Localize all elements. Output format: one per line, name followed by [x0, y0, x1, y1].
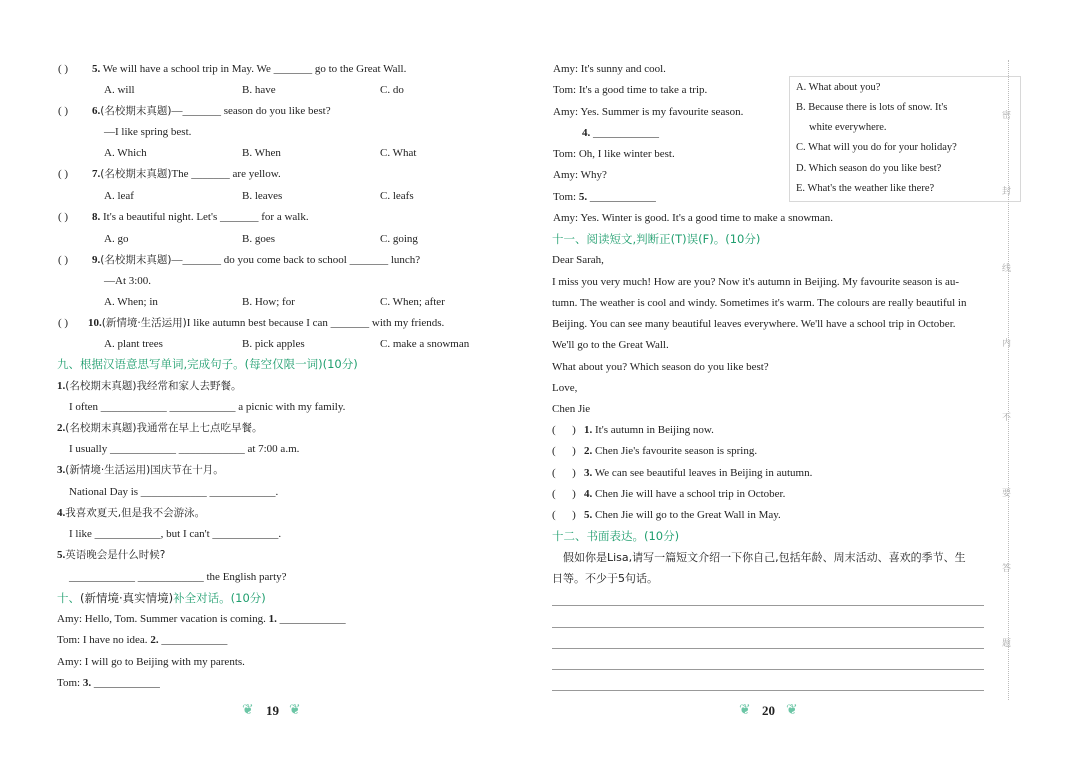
- letter-line: I miss you very much! How are you? Now it's autumn in Beijing. My favourite season is au-: [552, 276, 960, 288]
- letter-line: We'll go to the Great Wall.: [552, 339, 669, 351]
- option-b: B. pick apples: [242, 338, 305, 350]
- binding-char: 题: [1002, 639, 1012, 649]
- question-8: [92, 210, 309, 224]
- binding-char: 线: [1002, 264, 1012, 274]
- section-10-title: 十、(新情境·真实情境)补全对话。(10分): [57, 591, 266, 605]
- answer-bracket[interactable]: ( ): [58, 317, 69, 329]
- question-number: 9.: [92, 254, 101, 266]
- leaf-icon: ❦: [289, 703, 301, 718]
- leaf-icon: ❦: [739, 703, 751, 718]
- option-b: B. When: [242, 147, 281, 159]
- tf-item-1: 1. It's autumn in Beijing now.: [584, 424, 714, 436]
- sec9-item-2-answer[interactable]: I usually ____________ ____________ at 7:00 a.m.: [69, 443, 300, 455]
- letter-line: Beijing. You can see many beautiful leaves everywhere. We'll have a school trip in October.: [552, 318, 956, 330]
- leaf-icon: ❦: [242, 703, 254, 718]
- question-tag: (名校期末真题): [100, 105, 172, 117]
- question-number: 6.: [92, 105, 101, 117]
- binding-char: 答: [1002, 564, 1012, 574]
- question-10: [88, 316, 444, 330]
- option-c: C. When; after: [380, 296, 445, 308]
- dialog-line: Tom: It's a good time to take a trip.: [553, 84, 708, 96]
- question-5: [92, 62, 406, 76]
- question-number: 5.: [92, 63, 101, 75]
- dialog-line: Tom: Oh, I like winter best.: [553, 148, 675, 160]
- dialog-line: Amy: It's sunny and cool.: [553, 63, 666, 75]
- question-tag: (名校期末真题): [100, 168, 172, 180]
- question-6: [92, 104, 331, 118]
- question-number: 8.: [92, 211, 101, 223]
- answer-bracket[interactable]: ( ): [58, 63, 69, 75]
- writing-line[interactable]: [552, 605, 984, 606]
- question-9: [92, 253, 420, 267]
- question-text: I like autumn best because I can _______ with my friends.: [186, 317, 445, 329]
- question-text: The _______ are yellow.: [171, 168, 281, 180]
- question-text: —_______ season do you like best?: [171, 105, 331, 117]
- leaf-icon: ❦: [786, 703, 798, 718]
- section-9-title: 九、根据汉语意思写单词,完成句子。(每空仅限一词)(10分): [57, 357, 358, 371]
- letter-line: What about you? Which season do you like best?: [552, 361, 769, 373]
- tf-bracket[interactable]: ( ): [552, 424, 576, 436]
- binding-char: 内: [1002, 339, 1012, 349]
- option-b: B. goes: [242, 233, 275, 245]
- writing-prompt-cont: 日等。不少于5句话。: [552, 572, 658, 585]
- writing-line[interactable]: [552, 627, 984, 628]
- option-c: C. going: [380, 233, 418, 245]
- question-number: 10.: [88, 317, 102, 329]
- writing-line[interactable]: [552, 690, 984, 691]
- dialog-blank-3[interactable]: ____________: [91, 677, 160, 689]
- letter-line: Love,: [552, 382, 578, 394]
- tf-item-5: 5. Chen Jie will go to the Great Wall in May.: [584, 509, 781, 521]
- question-9-response: —At 3:00.: [104, 275, 152, 287]
- letter-line: Dear Sarah,: [552, 254, 604, 266]
- letter-line: Chen Jie: [552, 403, 591, 415]
- page-number: 19: [266, 703, 279, 718]
- question-text: —_______ do you come back to school _______ lunch?: [171, 254, 421, 266]
- question-7: [92, 167, 281, 181]
- dialog-blank-5[interactable]: ____________: [587, 191, 656, 203]
- dialog-line: Tom: 5. ____________: [553, 191, 656, 203]
- question-tag: (名校期末真题): [100, 254, 172, 266]
- dialog-line: 4. ____________: [582, 127, 659, 139]
- dialog-line: Amy: Yes. Winter is good. It's a good time to make a snowman.: [553, 212, 833, 224]
- sec9-item-1: 1.(名校期末真题)我经常和家人去野餐。: [57, 380, 242, 392]
- dialog-line: Amy: Why?: [553, 169, 607, 181]
- answer-bracket[interactable]: ( ): [58, 211, 69, 223]
- dialog-blank-1[interactable]: ____________: [276, 613, 346, 625]
- option-c: C. leafs: [380, 190, 414, 202]
- binding-char: 封: [1002, 187, 1012, 197]
- option-a: A. will: [104, 84, 135, 96]
- option-a: A. leaf: [104, 190, 134, 202]
- option-a: A. When; in: [104, 296, 158, 308]
- sec9-item-4-answer[interactable]: I like ____________, but I can't ____________.: [69, 528, 282, 540]
- tf-item-2: 2. Chen Jie's favourite season is spring.: [584, 445, 758, 457]
- writing-line[interactable]: [552, 648, 984, 649]
- dialog-line: Amy: Yes. Summer is my favourite season.: [553, 106, 744, 118]
- binding-char: 密: [1002, 111, 1012, 121]
- tf-bracket[interactable]: ( ): [552, 467, 576, 479]
- binding-line: [1008, 60, 1009, 700]
- option-a: A. Which: [104, 147, 147, 159]
- sec9-item-3: 3.(新情境·生活运用)国庆节在十月。: [57, 464, 224, 476]
- sec9-item-1-answer[interactable]: I often ____________ ____________ a picnic with my family.: [69, 401, 346, 413]
- question-text: We will have a school trip in May. We _______ go to the Great Wall.: [100, 63, 407, 75]
- choices-box: [789, 76, 1021, 202]
- dialog-line: Amy: I will go to Beijing with my parents.: [57, 656, 245, 668]
- binding-char: 不: [1002, 413, 1012, 423]
- sec9-item-5: 5.英语晚会是什么时候?: [57, 549, 166, 561]
- choice-b: B. Because there is lots of snow. It's: [796, 102, 948, 113]
- choice-d: D. Which season do you like best?: [796, 163, 942, 174]
- tf-bracket[interactable]: ( ): [552, 488, 576, 500]
- sec9-item-3-answer[interactable]: National Day is ____________ ____________.: [69, 486, 279, 498]
- option-b: B. How; for: [242, 296, 295, 308]
- writing-line[interactable]: [552, 669, 984, 670]
- page-right: [540, 0, 1080, 759]
- question-number: 7.: [92, 168, 101, 180]
- question-text: It's a beautiful night. Let's _______ for a walk.: [100, 211, 309, 223]
- section-12-title: 十二、书面表达。(10分): [552, 529, 680, 543]
- option-c: C. make a snowman: [380, 338, 470, 350]
- dialog-blank-2[interactable]: ____________: [158, 634, 228, 646]
- option-c: C. do: [380, 84, 404, 96]
- binding-char: 要: [1002, 489, 1012, 499]
- choice-b-cont: white everywhere.: [809, 122, 887, 133]
- option-a: A. plant trees: [104, 338, 163, 350]
- option-b: B. have: [242, 84, 276, 96]
- option-c: C. What: [380, 147, 417, 159]
- tf-bracket[interactable]: ( ): [552, 445, 576, 457]
- answer-bracket[interactable]: ( ): [58, 254, 69, 266]
- sec9-item-4: 4.我喜欢夏天,但是我不会游泳。: [57, 507, 206, 519]
- writing-prompt: 假如你是Lisa,请写一篇短文介绍一下你自己,包括年龄、周末活动、喜欢的季节、生: [563, 551, 966, 564]
- sec9-item-2: 2.(名校期末真题)我通常在早上七点吃早餐。: [57, 422, 263, 434]
- option-b: B. leaves: [242, 190, 283, 202]
- tf-bracket[interactable]: ( ): [552, 509, 576, 521]
- choice-a: A. What about you?: [796, 82, 881, 93]
- dialog-line: Tom: 3. ____________: [57, 677, 160, 689]
- page-number: 20: [762, 703, 775, 718]
- option-a: A. go: [104, 233, 129, 245]
- dialog-line: Amy: Hello, Tom. Summer vacation is coming. 1. ____________: [57, 613, 346, 625]
- answer-bracket[interactable]: ( ): [58, 105, 69, 117]
- question-tag: (新情境·生活运用): [101, 317, 187, 329]
- dialog-blank-4[interactable]: ____________: [590, 127, 659, 139]
- tf-item-3: 3. We can see beautiful leaves in Beijing in autumn.: [584, 467, 813, 479]
- choice-e: E. What's the weather like there?: [796, 183, 935, 194]
- question-6-response: —I like spring best.: [104, 126, 192, 138]
- letter-line: tumn. The weather is cool and windy. Sometimes it's warm. The colours are really beautiful in: [552, 297, 967, 309]
- section-11-title: 十一、阅读短文,判断正(T)误(F)。(10分): [552, 232, 761, 246]
- answer-bracket[interactable]: ( ): [58, 168, 69, 180]
- tf-item-4: 4. Chen Jie will have a school trip in October.: [584, 488, 786, 500]
- dialog-line: Tom: I have no idea. 2. ____________: [57, 634, 228, 646]
- sec9-item-5-answer[interactable]: ____________ ____________ the English party?: [69, 571, 287, 583]
- choice-c: C. What will you do for your holiday?: [796, 142, 957, 153]
